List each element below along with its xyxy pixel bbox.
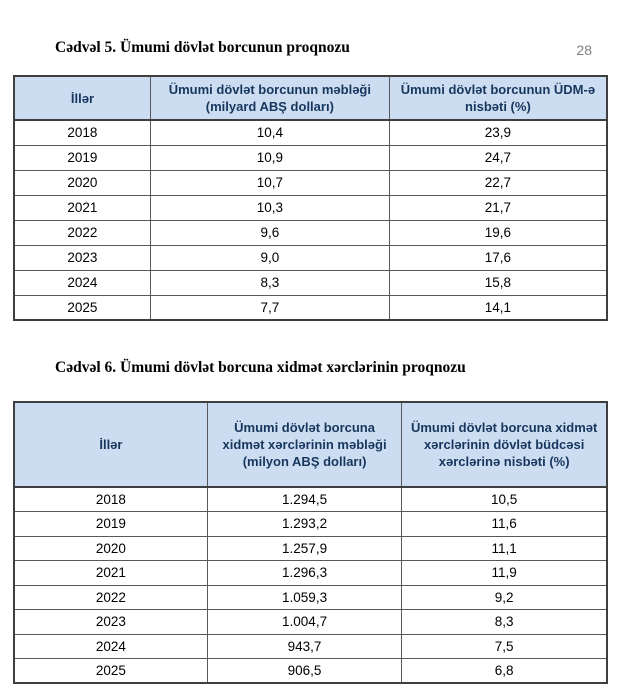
table-5-government-debt-forecast — [13, 75, 608, 321]
year-cell: 2025 — [14, 659, 207, 684]
ratio-cell: 11,6 — [402, 512, 607, 537]
amount-cell: 10,3 — [150, 195, 389, 220]
page-number: 28 — [576, 42, 592, 58]
column-header-ratio: Ümumi dövlət borcuna xidmət xərclərinin dövlət büdcəsi xərclərinə nisbəti (%) — [402, 402, 607, 487]
ratio-cell: 17,6 — [389, 245, 607, 270]
ratio-cell: 21,7 — [389, 195, 607, 220]
amount-cell: 1.257,9 — [207, 536, 402, 561]
table-row — [14, 634, 607, 659]
year-cell: 2025 — [14, 295, 150, 320]
ratio-cell: 7,5 — [402, 634, 607, 659]
table-row — [14, 536, 607, 561]
year-cell: 2022 — [14, 585, 207, 610]
year-cell: 2023 — [14, 245, 150, 270]
amount-cell: 1.293,2 — [207, 512, 402, 537]
amount-cell: 8,3 — [150, 270, 389, 295]
table-row — [14, 585, 607, 610]
table-row — [14, 295, 607, 320]
year-cell: 2019 — [14, 512, 207, 537]
ratio-cell: 9,2 — [402, 585, 607, 610]
table-row — [14, 245, 607, 270]
table-row — [14, 220, 607, 245]
ratio-cell: 11,9 — [402, 561, 607, 586]
year-cell: 2018 — [14, 120, 150, 145]
table-header-row — [14, 76, 607, 120]
amount-cell: 10,7 — [150, 170, 389, 195]
amount-cell: 7,7 — [150, 295, 389, 320]
ratio-cell: 11,1 — [402, 536, 607, 561]
year-cell: 2024 — [14, 270, 150, 295]
ratio-cell: 22,7 — [389, 170, 607, 195]
column-header-years: İllər — [14, 402, 207, 487]
ratio-cell: 6,8 — [402, 659, 607, 684]
year-cell: 2021 — [14, 195, 150, 220]
amount-cell: 906,5 — [207, 659, 402, 684]
table-row — [14, 487, 607, 512]
year-cell: 2021 — [14, 561, 207, 586]
amount-cell: 10,4 — [150, 120, 389, 145]
column-header-amount: Ümumi dövlət borcunun məbləği (milyard ABŞ dolları) — [150, 76, 389, 120]
column-header-years: İllər — [14, 76, 150, 120]
table-row — [14, 610, 607, 635]
amount-cell: 1.059,3 — [207, 585, 402, 610]
table-row — [14, 659, 607, 684]
year-cell: 2020 — [14, 170, 150, 195]
table-row — [14, 120, 607, 145]
ratio-cell: 10,5 — [402, 487, 607, 512]
year-cell: 2019 — [14, 145, 150, 170]
table-row — [14, 195, 607, 220]
table-row — [14, 170, 607, 195]
table-row — [14, 145, 607, 170]
column-header-ratio: Ümumi dövlət borcunun ÜDM-ə nisbəti (%) — [389, 76, 607, 120]
table-row — [14, 512, 607, 537]
amount-cell: 1.004,7 — [207, 610, 402, 635]
amount-cell: 943,7 — [207, 634, 402, 659]
ratio-cell: 15,8 — [389, 270, 607, 295]
year-cell: 2022 — [14, 220, 150, 245]
table6-title: Cədvəl 6. Ümumi dövlət borcuna xidmət xərclərinin proqnozu — [55, 359, 466, 376]
ratio-cell: 19,6 — [389, 220, 607, 245]
year-cell: 2024 — [14, 634, 207, 659]
amount-cell: 1.296,3 — [207, 561, 402, 586]
ratio-cell: 23,9 — [389, 120, 607, 145]
table5-title: Cədvəl 5. Ümumi dövlət borcunun proqnozu — [55, 39, 350, 56]
table-row — [14, 561, 607, 586]
ratio-cell: 14,1 — [389, 295, 607, 320]
amount-cell: 9,6 — [150, 220, 389, 245]
ratio-cell: 8,3 — [402, 610, 607, 635]
year-cell: 2018 — [14, 487, 207, 512]
amount-cell: 1.294,5 — [207, 487, 402, 512]
table-row — [14, 270, 607, 295]
ratio-cell: 24,7 — [389, 145, 607, 170]
column-header-amount: Ümumi dövlət borcuna xidmət xərclərinin məbləği (milyon ABŞ dolları) — [207, 402, 402, 487]
year-cell: 2020 — [14, 536, 207, 561]
table-6-debt-service-forecast — [13, 401, 608, 684]
amount-cell: 9,0 — [150, 245, 389, 270]
table-header-row — [14, 402, 607, 487]
year-cell: 2023 — [14, 610, 207, 635]
amount-cell: 10,9 — [150, 145, 389, 170]
